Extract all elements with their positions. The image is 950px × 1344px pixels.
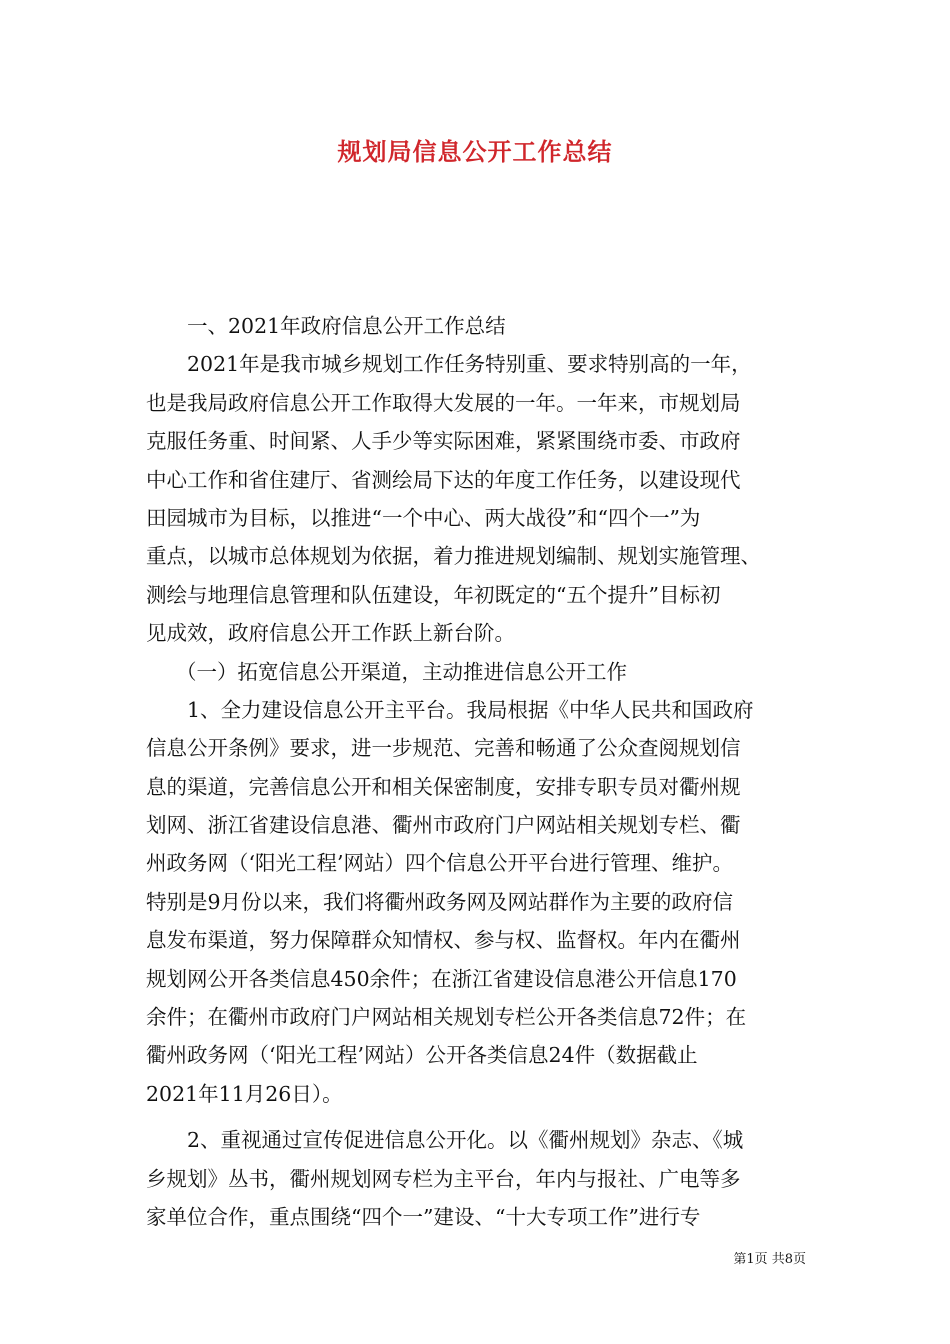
paragraph-line: 规划网公开各类信息450余件；在浙江省建设信息港公开信息170 (146, 966, 737, 991)
paragraph-line: 2021年是我市城乡规划工作任务特别重、要求特别高的一年， (187, 352, 752, 377)
subsection-heading: （一）拓宽信息公开渠道，主动推进信息公开工作 (176, 659, 627, 684)
paragraph-line: 2021年11月26日）。 (146, 1081, 343, 1106)
paragraph-line: 田园城市为目标，以推进“一个中心、两大战役”和“四个一”为 (146, 505, 701, 530)
section-heading: 一、2021年政府信息公开工作总结 (187, 314, 506, 338)
paragraph-line: 划网、浙江省建设信息港、衢州市政府门户网站相关规划专栏、衢 (146, 813, 741, 838)
paragraph-line: 特别是9月份以来，我们将衢州政务网及网站群作为主要的政府信 (146, 889, 734, 914)
paragraph-line: 衢州政务网（‘阳光工程’网站）公开各类信息24件（数据截止 (146, 1043, 698, 1068)
paragraph-line: 信息公开条例》要求，进一步规范、完善和畅通了公众查阅规划信 (146, 736, 741, 761)
paragraph-line: 余件；在衢州市政府门户网站相关规划专栏公开各类信息72件；在 (146, 1005, 747, 1030)
paragraph-line: 中心工作和省住建厅、省测绘局下达的年度工作任务，以建设现代 (146, 467, 741, 492)
paragraph-line: 息的渠道，完善信息公开和相关保密制度，安排专职专员对衢州规 (146, 774, 741, 799)
paragraph-line: 1、全力建设信息公开主平台。我局根据《中华人民共和国政府 (187, 697, 754, 722)
paragraph-line: 也是我局政府信息公开工作取得大发展的一年。一年来，市规划局 (146, 390, 741, 415)
paragraph-line: 州政务网（‘阳光工程’网站）四个信息公开平台进行管理、维护。 (146, 851, 734, 876)
paragraph-line: 重点，以城市总体规划为依据，着力推进规划编制、规划实施管理、 (146, 544, 761, 569)
paragraph-line: 家单位合作，重点围绕“四个一”建设、“十大专项工作”进行专 (146, 1204, 701, 1229)
page-number: 第1页 共8页 (733, 1252, 806, 1267)
paragraph-line: 测绘与地理信息管理和队伍建设，年初既定的“五个提升”目标初 (146, 582, 721, 607)
paragraph-line: 见成效，政府信息公开工作跃上新台阶。 (146, 621, 515, 646)
paragraph-gap (146, 1113, 806, 1121)
paragraph-line: 2、重视通过宣传促进信息公开化。以《衢州规划》杂志、《城 (187, 1128, 744, 1153)
paragraph-line: 乡规划》丛书，衢州规划网专栏为主平台，年内与报社、广电等多 (146, 1166, 741, 1191)
paragraph-line: 克服任务重、时间紧、人手少等实际困难，紧紧围绕市委、市政府 (146, 429, 741, 454)
document-title: 规划局信息公开工作总结 (337, 137, 613, 166)
document-body (146, 307, 806, 1236)
paragraph-line: 息发布渠道，努力保障群众知情权、参与权、监督权。年内在衢州 (146, 928, 741, 953)
